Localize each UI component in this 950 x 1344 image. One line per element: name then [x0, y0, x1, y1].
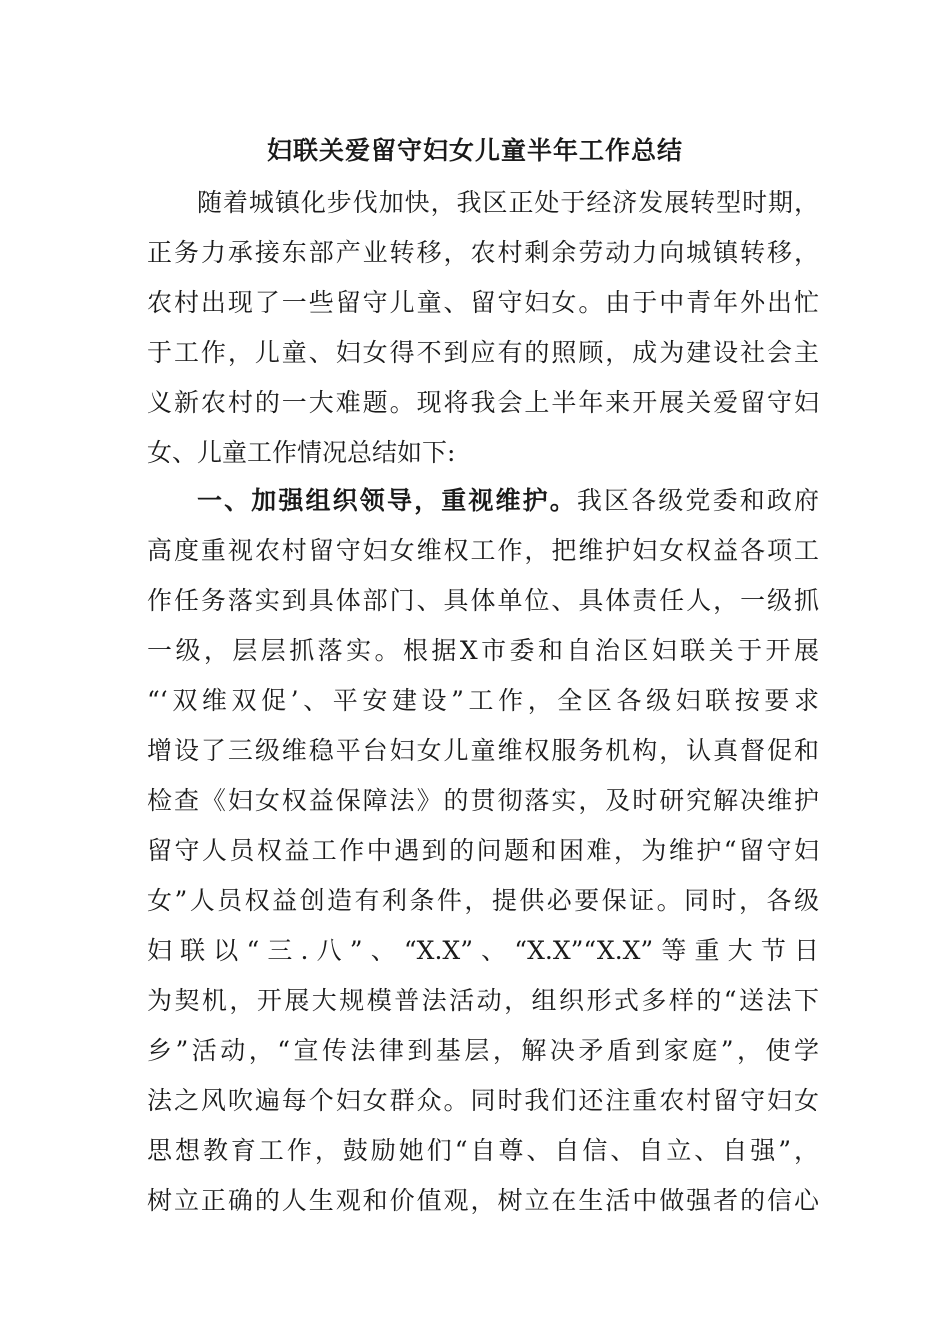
- section-first-line-text: 我区各级党委和政府: [576, 486, 819, 515]
- section-first-line: [197, 476, 819, 526]
- paragraph-line: 留守人员权益工作中遇到的问题和困难，为维护“留守妇: [147, 836, 819, 865]
- paragraph-line: 增设了三级维稳平台妇女儿童维权服务机构，认真督促和: [147, 736, 819, 765]
- paragraph-line: 一级，层层抓落实。根据X市委和自治区妇联关于开展: [147, 636, 819, 665]
- section-heading: 一、加强组织领导，重视维护。: [197, 486, 577, 515]
- paragraph-line: “‘双维双促’、平安建设”工作，全区各级妇联按要求: [147, 686, 819, 715]
- document-title: 妇联关爱留守妇女儿童半年工作总结: [266, 136, 683, 165]
- paragraph-line: 女”人员权益创造有利条件，提供必要保证。同时，各级: [147, 886, 819, 915]
- paragraph-line: 作任务落实到具体部门、具体单位、具体责任人，一级抓: [147, 586, 819, 615]
- paragraph-line: 乡”活动，“宣传法律到基层，解决矛盾到家庭”，使学: [147, 1036, 819, 1065]
- paragraph-line: 女、儿童工作情况总结如下:: [147, 438, 456, 467]
- paragraph-line: 义新农村的一大难题。现将我会上半年来开展关爱留守妇: [147, 388, 819, 417]
- paragraph-line: 农村出现了一些留守儿童、留守妇女。由于中青年外出忙: [147, 288, 819, 317]
- paragraph-line: 法之风吹遍每个妇女群众。同时我们还注重农村留守妇女: [147, 1086, 819, 1115]
- paragraph-line: 为契机，开展大规模普法活动，组织形式多样的“送法下: [147, 986, 819, 1015]
- paragraph-line: 随着城镇化步伐加快，我区正处于经济发展转型时期，: [197, 188, 819, 217]
- paragraph-line: 高度重视农村留守妇女维权工作，把维护妇女权益各项工: [147, 536, 819, 565]
- paragraph-line: 检查《妇女权益保障法》的贯彻落实，及时研究解决维护: [147, 786, 819, 815]
- paragraph-line: 于工作，儿童、妇女得不到应有的照顾，成为建设社会主: [147, 338, 819, 367]
- paragraph-line: 妇联以“三.八”、“X.X”、“X.X”“X.X”等重大节日: [147, 936, 819, 965]
- paragraph-line: 树立正确的人生观和价值观，树立在生活中做强者的信心: [147, 1186, 819, 1215]
- paragraph-line: 思想教育工作，鼓励她们“自尊、自信、自立、自强”，: [147, 1136, 819, 1165]
- paragraph-line: 正务力承接东部产业转移，农村剩余劳动力向城镇转移，: [147, 238, 819, 267]
